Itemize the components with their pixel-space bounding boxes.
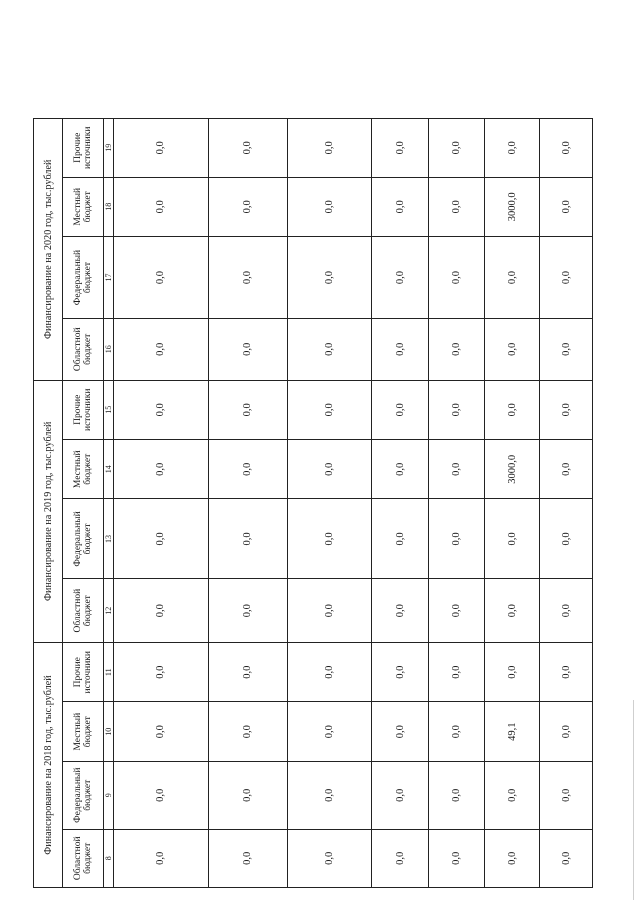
table-cell: 0,0 [208, 761, 288, 829]
column-number: 18 [104, 177, 114, 236]
table-cell: 0,0 [484, 119, 540, 178]
table-cell: 0,0 [208, 579, 288, 643]
subheader-cell: Прочие источники [63, 380, 104, 440]
column-number: 19 [104, 119, 114, 178]
table-cell: 0,0 [208, 380, 288, 440]
table-cell: 0,0 [540, 380, 593, 440]
table-body [114, 119, 593, 888]
table-cell: 0,0 [372, 579, 429, 643]
table-cell: 0,0 [484, 761, 540, 829]
table-cell: 49,1 [484, 702, 540, 761]
group-header-2019: Финансирование на 2019 год, тыс.рублей [34, 380, 63, 642]
column-number: 8 [104, 829, 114, 887]
table-cell: 0,0 [429, 642, 485, 702]
table-cell: 0,0 [288, 761, 372, 829]
subheader-cell: Федеральный бюджет [63, 237, 104, 319]
table-cell: 0,0 [208, 119, 288, 178]
table-cell: 0,0 [208, 499, 288, 579]
table-cell: 0,0 [114, 579, 209, 643]
column-number: 17 [104, 237, 114, 319]
subheader-cell: Прочие источники [63, 642, 104, 702]
table-cell: 0,0 [208, 177, 288, 236]
table-cell: 0,0 [288, 829, 372, 887]
table-cell: 0,0 [484, 579, 540, 643]
table-cell: 0,0 [429, 829, 485, 887]
table-cell: 0,0 [114, 499, 209, 579]
table-cell: 0,0 [372, 440, 429, 499]
table-cell: 0,0 [208, 829, 288, 887]
table-cell: 0,0 [429, 119, 485, 178]
column-number: 13 [104, 499, 114, 579]
table-cell: 3000,0 [484, 440, 540, 499]
table-cell: 0,0 [288, 237, 372, 319]
table-cell: 0,0 [114, 702, 209, 761]
column-number: 12 [104, 579, 114, 643]
table-cell: 0,0 [208, 642, 288, 702]
table-cell: 0,0 [114, 440, 209, 499]
table-cell: 0,0 [540, 761, 593, 829]
subheader-cell: Местный бюджет [63, 440, 104, 499]
table-cell: 0,0 [372, 319, 429, 381]
table-cell: 0,0 [540, 177, 593, 236]
table-cell: 0,0 [114, 237, 209, 319]
table-cell: 0,0 [429, 579, 485, 643]
column-number: 10 [104, 702, 114, 761]
table-row [372, 119, 429, 888]
table-cell: 0,0 [484, 829, 540, 887]
table-cell: 0,0 [429, 237, 485, 319]
table-row [540, 119, 593, 888]
subheader-cell: Областной бюджет [63, 319, 104, 381]
table-cell: 0,0 [372, 177, 429, 236]
table-cell: 0,0 [114, 380, 209, 440]
table-cell: 0,0 [540, 499, 593, 579]
table-cell: 0,0 [540, 579, 593, 643]
column-number: 14 [104, 440, 114, 499]
table-cell: 0,0 [540, 119, 593, 178]
table-cell: 0,0 [484, 499, 540, 579]
subheader-cell: Местный бюджет [63, 702, 104, 761]
table-cell: 0,0 [484, 319, 540, 381]
table-cell: 0,0 [114, 761, 209, 829]
table-cell: 0,0 [208, 319, 288, 381]
table-cell: 3000,0 [484, 177, 540, 236]
table-cell: 0,0 [208, 440, 288, 499]
table-cell: 0,0 [208, 237, 288, 319]
table-cell: 0,0 [429, 761, 485, 829]
table-cell: 0,0 [484, 380, 540, 440]
column-number: 16 [104, 319, 114, 381]
table-cell: 0,0 [288, 177, 372, 236]
table-cell: 0,0 [288, 319, 372, 381]
table-cell: 0,0 [372, 119, 429, 178]
table-cell: 0,0 [288, 642, 372, 702]
table-cell: 0,0 [540, 237, 593, 319]
rotated-financing-table [33, 118, 593, 888]
table-cell: 0,0 [484, 237, 540, 319]
table-cell: 0,0 [372, 380, 429, 440]
column-number: 9 [104, 761, 114, 829]
subheader-cell: Федеральный бюджет [63, 761, 104, 829]
table-cell: 0,0 [540, 702, 593, 761]
table-cell: 0,0 [429, 380, 485, 440]
subheader-cell: Местный бюджет [63, 177, 104, 236]
table-cell: 0,0 [540, 642, 593, 702]
subheader-cell: Областной бюджет [63, 829, 104, 887]
table-cell: 0,0 [429, 499, 485, 579]
page-edge-divider [633, 700, 634, 900]
table-cell: 0,0 [372, 642, 429, 702]
table-cell: 0,0 [288, 499, 372, 579]
table-row [114, 119, 209, 888]
table-cell: 0,0 [288, 702, 372, 761]
subheader-cell: Областной бюджет [63, 579, 104, 643]
table-cell: 0,0 [429, 440, 485, 499]
table-cell: 0,0 [114, 642, 209, 702]
subheader-row [63, 119, 104, 888]
subheader-cell: Федеральный бюджет [63, 499, 104, 579]
table-cell: 0,0 [540, 440, 593, 499]
column-number-row [104, 119, 114, 888]
table-cell: 0,0 [114, 119, 209, 178]
column-number: 11 [104, 642, 114, 702]
group-header-2020: Финансирование на 2020 год, тыс.рублей [34, 119, 63, 381]
table-row [429, 119, 485, 888]
table-cell: 0,0 [288, 119, 372, 178]
table-cell: 0,0 [372, 702, 429, 761]
table-cell: 0,0 [288, 440, 372, 499]
table-cell: 0,0 [114, 177, 209, 236]
table-cell: 0,0 [429, 177, 485, 236]
table-cell: 0,0 [484, 642, 540, 702]
group-header-row [34, 119, 63, 888]
table-cell: 0,0 [372, 761, 429, 829]
subheader-cell: Прочие источники [63, 119, 104, 178]
table-cell: 0,0 [429, 319, 485, 381]
table-cell: 0,0 [288, 579, 372, 643]
table-cell: 0,0 [208, 702, 288, 761]
table-cell: 0,0 [114, 829, 209, 887]
table-cell: 0,0 [114, 319, 209, 381]
column-number: 15 [104, 380, 114, 440]
table-row [288, 119, 372, 888]
table-row [484, 119, 540, 888]
financing-table [33, 118, 593, 888]
table-cell: 0,0 [372, 829, 429, 887]
group-header-2018: Финансирование на 2018 год, тыс.рублей [34, 642, 63, 887]
table-cell: 0,0 [540, 829, 593, 887]
table-cell: 0,0 [429, 702, 485, 761]
table-cell: 0,0 [540, 319, 593, 381]
table-cell: 0,0 [372, 237, 429, 319]
table-cell: 0,0 [372, 499, 429, 579]
table-cell: 0,0 [288, 380, 372, 440]
table-row [208, 119, 288, 888]
